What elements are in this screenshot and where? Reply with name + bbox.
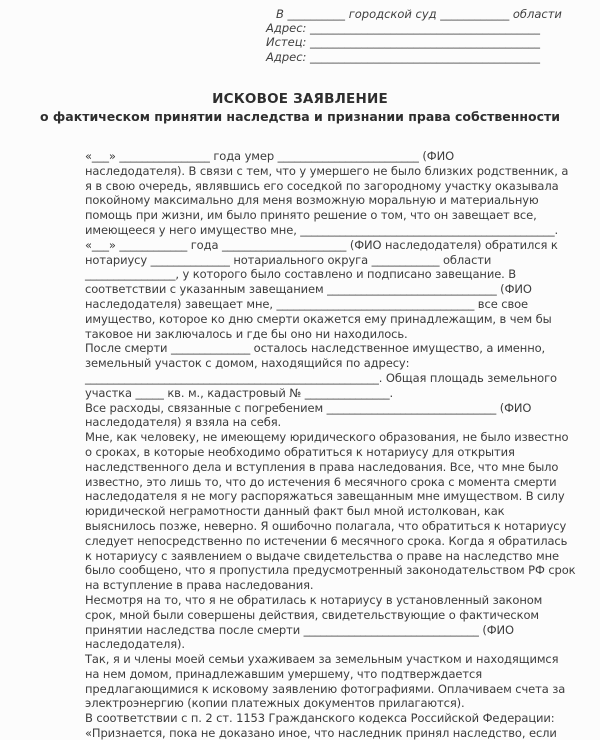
court-header-line: В __________ городской суд ____________ области — [276, 7, 562, 21]
body-text-line: наследодателя я не могу распоряжаться завещанным мне имуществом. В силу — [85, 489, 565, 504]
body-text-line: наследодателя). В связи с тем, что у умершего не было близких родственник, а — [85, 163, 569, 178]
body-text-line: наследодателя). — [85, 637, 185, 652]
body-text-line: юридической неграмотности данный факт был мной истолкован, как — [85, 504, 505, 519]
court-header-line: Истец: ________________________________________ — [266, 35, 541, 50]
body-text-line: ____________________________________________________. Общая площадь земельного — [85, 370, 557, 385]
body-text-line: таковое ни заключалось и где бы оно ни находилось. — [85, 326, 408, 341]
body-text-line: Несмотря на то, что я не обратилась к нотариусу в установленный законом — [85, 592, 543, 607]
body-text-line: наследодателя) я взяла на себя. — [85, 415, 282, 430]
court-header — [266, 7, 562, 64]
document-subtitle: о фактическом принятии наследства и признании права собственности — [39, 109, 561, 124]
document-title-block — [0, 91, 600, 125]
body-text-line: «Признается, пока не доказано иное, что наследник принял наследство, если — [85, 726, 557, 740]
body-text-line: принятии наследства после смерти _______________________________ (ФИО — [85, 622, 515, 637]
body-text-line: наследодателя) завещает мне, ___________________________________ все свое — [85, 296, 529, 311]
body-text-line: известно, это лишь то, что до истечения 6 месячного срока с момента смерти — [85, 474, 557, 489]
body-text-line: Мне, как человеку, не имеющему юридического образования, не было известно — [85, 430, 569, 445]
body-text-line: ________________, у которого было составлено и подписано завещание. В — [85, 267, 517, 282]
court-header-line: Адрес: ________________________________________ — [266, 21, 541, 36]
body-text-line: После смерти ______________ осталось наследственное имущество, а именно, — [85, 341, 546, 356]
body-text-line: Так, я и члены моей семьи ухаживаем за земельным участком и находящимся — [85, 652, 559, 667]
body-text-line: на вступление в права наследования. — [85, 578, 314, 593]
body-text-line: имущество, которое ко дню смерти окажется ему принадлежащим, в чем бы — [85, 311, 552, 326]
body-text-line: выяснилось позже, неверно. Я ошибочно полагала, что обратиться к нотариусу — [85, 518, 567, 533]
body-text-line: к нотариусу с заявлением о выдаче свидетельства о праве на наследство мне — [85, 548, 560, 563]
body-text-line: покойному максимально для меня возможную моральную и материальную — [85, 193, 539, 208]
body-text-line: электроэнергию (копии платежных документов прилагаются). — [85, 696, 465, 711]
body-text-line: «___» ________________ года умер _________________________ (ФИО — [85, 149, 455, 163]
document-body — [85, 149, 576, 740]
body-text-line: «___» ____________ года ______________________ (ФИО наследодателя) обратился к — [85, 237, 558, 252]
body-text-line: имеющееся у него имущество мне, _____________________________________________. — [85, 222, 559, 237]
court-header-line: Адрес: ________________________________________ — [266, 49, 541, 64]
body-text-line: земельный участок с домом, находящийся по адресу: — [85, 356, 410, 371]
body-text-line: нотариусу ______________ нотариального округа ____________ области — [85, 252, 492, 267]
body-text-line: я в свою очередь, являвшись его соседкой по загородному участку оказывала — [85, 178, 559, 193]
document-title: ИСКОВОЕ ЗАЯВЛЕНИЕ — [212, 91, 388, 107]
body-text-line: Все расходы, связанные с погребением ______________________________ (ФИО — [85, 400, 532, 415]
body-text-line: помощь при жизни, им было принято решение о том, что он завещает все, — [85, 208, 537, 223]
body-text-line: наследственного дела и вступления в права наследования. Все, что мне было — [85, 459, 559, 474]
body-text-line: следует непосредственно по истечении 6 месячного срока. Когда я обратилась — [85, 533, 568, 548]
body-text-line: предлагающимися к исковому заявлению фотографиями. Оплачиваем счета за — [85, 681, 566, 696]
body-text-line: о сроках, в которые необходимо обратиться к нотариусу для открытия — [85, 444, 515, 459]
body-text-line: В соответствии с п. 2 ст. 1153 Гражданского кодекса Российской Федерации: — [85, 711, 555, 726]
body-text-line: соответствии с указанным завещанием ______________________________ (ФИО — [85, 282, 532, 297]
body-text-line: на нем домом, принадлежавшим умершему, что подтверждается — [85, 666, 483, 681]
body-text-line: участка _____ кв. м., кадастровый № _______________. — [85, 385, 394, 400]
body-text-line: было сообщено, что я пропустила предусмотренный законодательством РФ срок — [85, 563, 576, 578]
body-text-line: срок, мной были совершены действия, свидетельствующие о фактическом — [85, 607, 539, 622]
